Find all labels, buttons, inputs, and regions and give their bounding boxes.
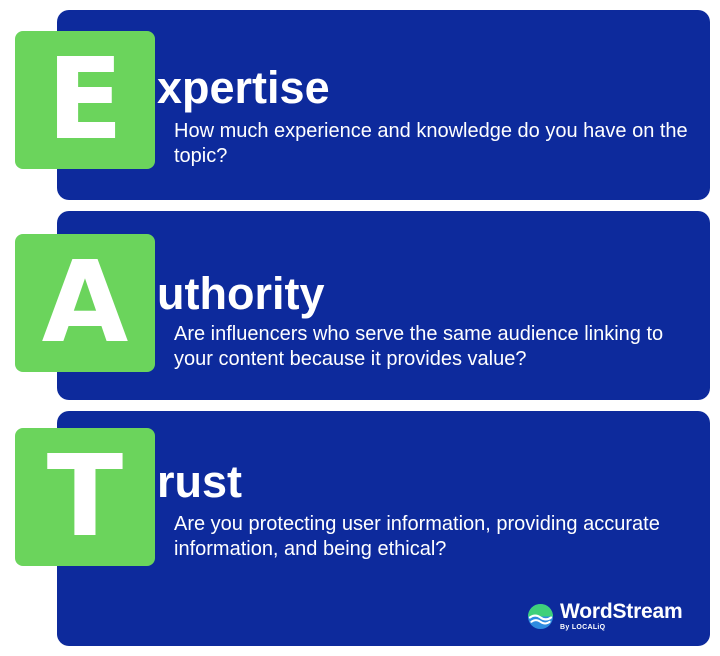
brand-name: WordStream: [560, 600, 683, 623]
authority-heading: uthority: [157, 268, 325, 319]
authority-description: Are influencers who serve the same audience linking to your content because it provides value?: [174, 323, 664, 370]
trust-letter: T: [15, 428, 155, 566]
brand-byline: [560, 624, 682, 631]
logo-text: [560, 601, 682, 631]
trust-description: Are you protecting user information, providing accurate information, and being ethical?: [174, 513, 660, 560]
expertise-description: How much experience and knowledge do you have on the topic?: [174, 120, 688, 167]
brand-by: By: [560, 624, 570, 631]
expertise-letter: E: [15, 31, 155, 169]
wordstream-wave-icon: [527, 603, 554, 630]
authority-letter: A: [15, 234, 155, 372]
expertise-heading: xpertise: [157, 62, 330, 113]
brand-parent: LOCALiQ: [571, 624, 606, 631]
trust-heading: rust: [157, 456, 243, 507]
wordstream-logo: [527, 601, 682, 631]
